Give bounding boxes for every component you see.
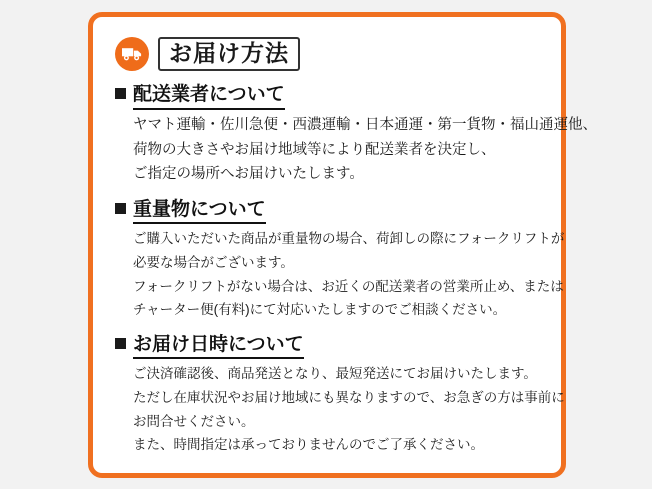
body-line: 荷物の大きさやお届け地域等により配送業者を決定し、 xyxy=(133,141,496,158)
section-heavy-items xyxy=(115,198,565,321)
body-line: お問合せください。 xyxy=(133,413,255,429)
section-heading-row xyxy=(115,333,543,360)
section-heading: 配送業者について xyxy=(133,83,285,110)
delivery-truck-icon xyxy=(115,37,149,71)
section-body xyxy=(133,114,597,185)
panel-header xyxy=(115,37,543,71)
section-heading: 重量物について xyxy=(133,198,266,225)
section-delivery-datetime xyxy=(115,333,565,456)
section-heading-row xyxy=(115,198,543,225)
delivery-info-panel xyxy=(88,12,597,478)
body-line: ただし在庫状況やお届け地域にも異なりますので、お急ぎの方は事前に xyxy=(133,390,565,406)
section-shipping-carriers xyxy=(115,83,597,185)
section-body xyxy=(133,228,565,320)
body-line: ヤマト運輸・佐川急便・西濃運輸・日本通運・第一貨物・福山通運他、 xyxy=(133,117,597,134)
bullet-square-icon xyxy=(115,203,126,214)
body-line: 必要な場合がございます。 xyxy=(133,254,294,270)
body-line: ご購入いただいた商品が重量物の場合、荷卸しの際にフォークリフトが xyxy=(133,231,565,247)
section-heading-row xyxy=(115,83,543,110)
body-line: フォークリフトがない場合は、お近くの配送業者の営業所止め、または xyxy=(133,278,564,294)
bullet-square-icon xyxy=(115,338,126,349)
panel-title-box xyxy=(158,37,300,71)
section-heading: お届け日時について xyxy=(133,333,304,360)
page-title: お届け方法 xyxy=(169,40,289,66)
body-line: チャーター便(有料)にて対応いたしますのでご相談ください。 xyxy=(133,302,507,318)
section-body xyxy=(133,363,565,455)
body-line: また、時間指定は承っておりませんのでご了承ください。 xyxy=(133,437,484,453)
body-line: ご決済確認後、商品発送となり、最短発送にてお届けいたします。 xyxy=(133,366,537,382)
body-line: ご指定の場所へお届けいたします。 xyxy=(133,166,364,183)
bullet-square-icon xyxy=(115,88,126,99)
